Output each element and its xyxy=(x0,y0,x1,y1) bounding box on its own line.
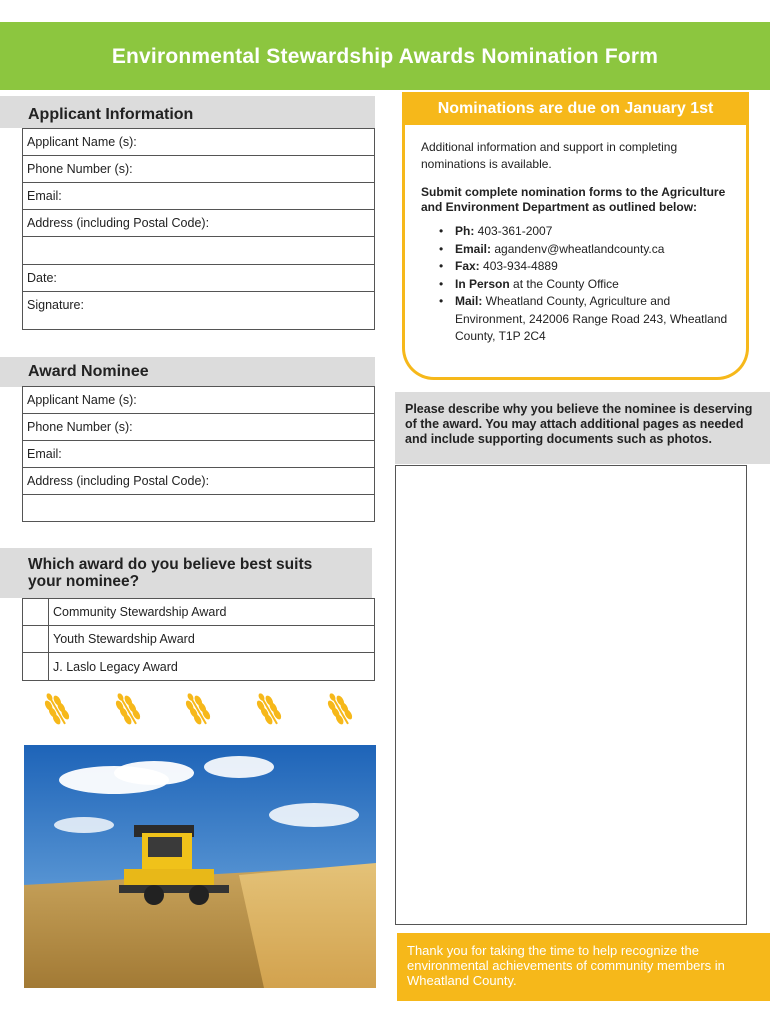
wheat-icon xyxy=(108,690,148,730)
award-option xyxy=(23,599,374,626)
contact-list xyxy=(421,223,730,346)
support-info-text: Additional information and support in completing nominations is available. xyxy=(421,140,678,171)
contact-mail: • Mail: Wheatland County, Agriculture and Environment, 242006 Range Road 243, Wheatland County, T1P 2C4 xyxy=(439,293,730,346)
contact-in-person: • In Person at the County Office xyxy=(439,276,730,294)
award-option xyxy=(23,626,374,653)
description-prompt: Please describe why you believe the nominee is deserving of the award. You may attach additional pages as needed and include supporting documents such as photos. xyxy=(395,392,770,464)
award-checkbox-youth[interactable] xyxy=(23,626,49,652)
submit-instructions: Submit complete nomination forms to the Agriculture and Environment Department as outlined below: xyxy=(421,185,726,214)
award-option xyxy=(23,653,374,680)
applicant-signature-field[interactable]: Signature: xyxy=(27,298,84,312)
award-question-heading xyxy=(0,548,372,598)
wheat-icon-row xyxy=(22,690,375,730)
applicant-address-field[interactable]: Address (including Postal Code): xyxy=(23,210,374,237)
wheat-icon xyxy=(249,690,289,730)
nominee-name-field[interactable]: Applicant Name (s): xyxy=(23,387,374,414)
contact-phone: • Ph: 403-361-2007 xyxy=(439,223,730,241)
contact-email: • Email: agandenv@wheatlandcounty.ca xyxy=(439,241,730,259)
award-label-legacy: J. Laslo Legacy Award xyxy=(53,659,178,674)
harvest-photo xyxy=(24,745,376,988)
nominee-address-field[interactable]: Address (including Postal Code): xyxy=(23,468,374,495)
nominations-due-panel xyxy=(402,92,749,380)
nominee-heading: Award Nominee xyxy=(0,357,375,387)
contact-fax: • Fax: 403-934-4889 xyxy=(439,258,730,276)
award-checkbox-community[interactable] xyxy=(23,599,49,625)
award-label-youth: Youth Stewardship Award xyxy=(53,632,195,646)
nominee-email-field[interactable]: Email: xyxy=(23,441,374,468)
award-question-line-1: Which award do you believe best suits xyxy=(28,556,313,573)
description-textarea[interactable] xyxy=(395,465,747,925)
wheat-icon xyxy=(37,690,77,730)
applicant-address-line-2[interactable] xyxy=(23,237,374,265)
applicant-phone-field[interactable]: Phone Number (s): xyxy=(23,156,374,183)
award-question-line-2: your nominee? xyxy=(28,573,140,590)
wheat-icon xyxy=(178,690,218,730)
applicant-form xyxy=(22,128,375,330)
award-options xyxy=(22,598,375,681)
applicant-name-field[interactable]: Applicant Name (s): xyxy=(23,129,374,156)
thank-you-note: Thank you for taking the time to help recognize the environmental achievements of community members in Wheatland County. xyxy=(397,933,770,1001)
applicant-heading: Applicant Information xyxy=(0,96,375,128)
page-title: Environmental Stewardship Awards Nomination Form xyxy=(0,22,770,90)
nominee-address-line-2[interactable] xyxy=(23,495,374,521)
applicant-email-field[interactable]: Email: xyxy=(23,183,374,210)
award-checkbox-legacy[interactable] xyxy=(23,653,49,680)
award-label-community: Community Stewardship Award xyxy=(53,605,227,619)
nominee-form xyxy=(22,386,375,522)
applicant-date-field[interactable]: Date: xyxy=(23,265,374,292)
due-date-heading: Nominations are due on January 1st xyxy=(402,92,749,125)
nominee-phone-field[interactable]: Phone Number (s): xyxy=(23,414,374,441)
wheat-icon xyxy=(320,690,360,730)
